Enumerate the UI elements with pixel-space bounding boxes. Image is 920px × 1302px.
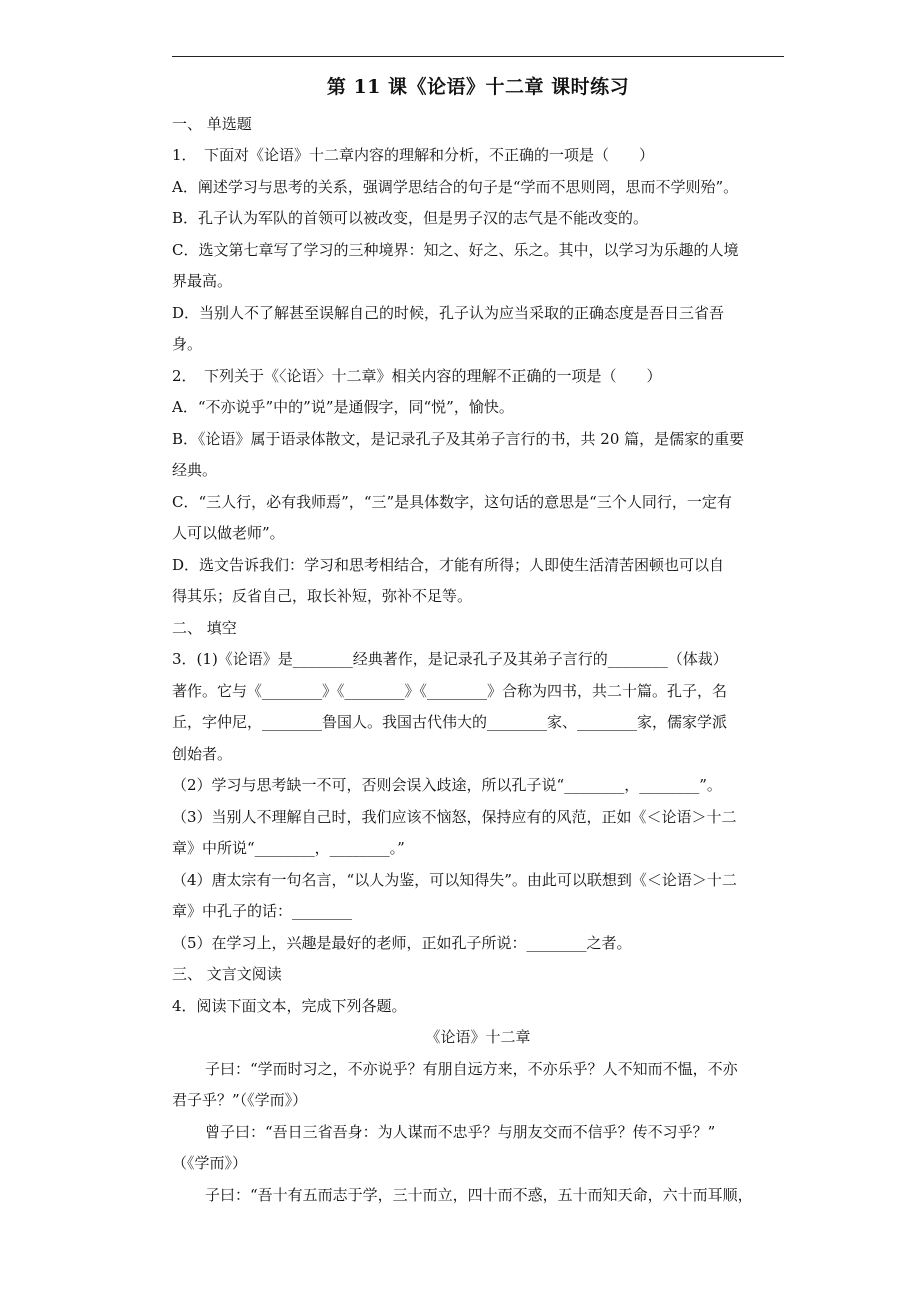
header-rule — [172, 56, 784, 57]
section-heading-3: 三、 文言文阅读 — [172, 965, 282, 983]
q2-option-c: C．“三人行，必有我师焉”，“三”是具体数字，这句话的意思是“三个人同行，一定有 — [172, 493, 732, 511]
q1-option-c: C．选文第七章写了学习的三种境界：知之、好之、乐之。其中，以学习为乐趣的人境 — [172, 241, 739, 259]
section-heading-1: 一、 单选题 — [172, 115, 252, 133]
passage-line-3: 曾子曰：“吾日三省吾身：为人谋而不忠乎？与朋友交而不信乎？传不习乎？” — [205, 1123, 716, 1141]
section-heading-2: 二、 填空 — [172, 619, 237, 637]
question-3-part-3: （3）当别人不理解自己时，我们应该不恼怒，保持应有的风范，正如《＜论语＞十二 — [172, 808, 737, 826]
passage-line-4: （《学而》） — [172, 1154, 248, 1172]
q1-option-d-cont: 身。 — [172, 335, 203, 353]
question-3-part-1-cont2: 丘，字仲尼，________鲁国人。我国古代伟大的________家、________家，儒家学派 — [172, 713, 728, 731]
question-3-part-1-cont3: 创始者。 — [172, 745, 233, 763]
page-title: 第 11 课《论语》十二章 课时练习 — [326, 76, 630, 98]
question-2-stem: 2． 下列关于《〈论语〉十二章》相关内容的理解不正确的一项是（ ） — [172, 367, 662, 385]
question-4-stem: 4．阅读下面文本，完成下列各题。 — [172, 997, 407, 1015]
question-3-part-1-cont: 著作。它与《________》《________》《________》合称为四书，共二十篇。孔子，名 — [172, 682, 728, 700]
q1-option-d: D．当别人不了解甚至误解自己的时候，孔子认为应当采取的正确态度是吾日三省吾 — [172, 304, 725, 322]
passage-line-2: 君子乎？”（《学而》） — [172, 1091, 308, 1109]
q2-option-c-cont: 人可以做老师”。 — [172, 524, 285, 542]
q2-option-a: A．“不亦说乎”中的”说”是通假字，同“悦”，愉快。 — [172, 398, 514, 416]
q2-option-d-cont: 得其乐；反省自己，取长补短，弥补不足等。 — [172, 587, 473, 605]
question-1-stem: 1． 下面对《论语》十二章内容的理解和分析，不正确的一项是（ ） — [172, 146, 655, 164]
passage-line-5: 子曰：“吾十有五而志于学，三十而立，四十而不惑，五十而知天命，六十而耳顺， — [205, 1186, 753, 1204]
passage-title: 《论语》十二章 — [425, 1028, 531, 1046]
q1-option-c-cont: 界最高。 — [172, 272, 233, 290]
question-3-part-3-cont: 章》中所说“________，________。” — [172, 839, 405, 857]
question-3-part-5: （5）在学习上，兴趣是最好的老师，正如孔子所说：________之者。 — [172, 934, 632, 952]
question-3-part-2: （2）学习与思考缺一不可，否则会误入歧途，所以孔子说“________，________”。 — [172, 776, 722, 794]
q2-option-b-cont: 经典。 — [172, 461, 218, 479]
question-3-part-4: （4）唐太宗有一句名言，“以人为鉴，可以知得失”。由此可以联想到《＜论语＞十二 — [172, 871, 737, 889]
question-3-part-4-cont: 章》中孔子的话：________ — [172, 902, 353, 920]
q2-option-b: B．《论语》属于语录体散文，是记录孔子及其弟子言行的书，共 20 篇，是儒家的重要 — [172, 430, 745, 448]
question-3-part-1: 3．(1)《论语》是________经典著作，是记录孔子及其弟子言行的________（体裁） — [172, 650, 728, 668]
q1-option-a: A．阐述学习与思考的关系，强调学思结合的句子是“学而不思则罔，思而不学则殆”。 — [172, 178, 739, 196]
passage-line-1: 子曰：“学而时习之，不亦说乎？有朋自远方来，不亦乐乎？人不知而不愠，不亦 — [205, 1060, 738, 1078]
q2-option-d: D．选文告诉我们：学习和思考相结合，才能有所得；人即使生活清苦困顿也可以自 — [172, 556, 725, 574]
q1-option-b: B．孔子认为军队的首领可以被改变，但是男子汉的志气是不能改变的。 — [172, 209, 649, 227]
